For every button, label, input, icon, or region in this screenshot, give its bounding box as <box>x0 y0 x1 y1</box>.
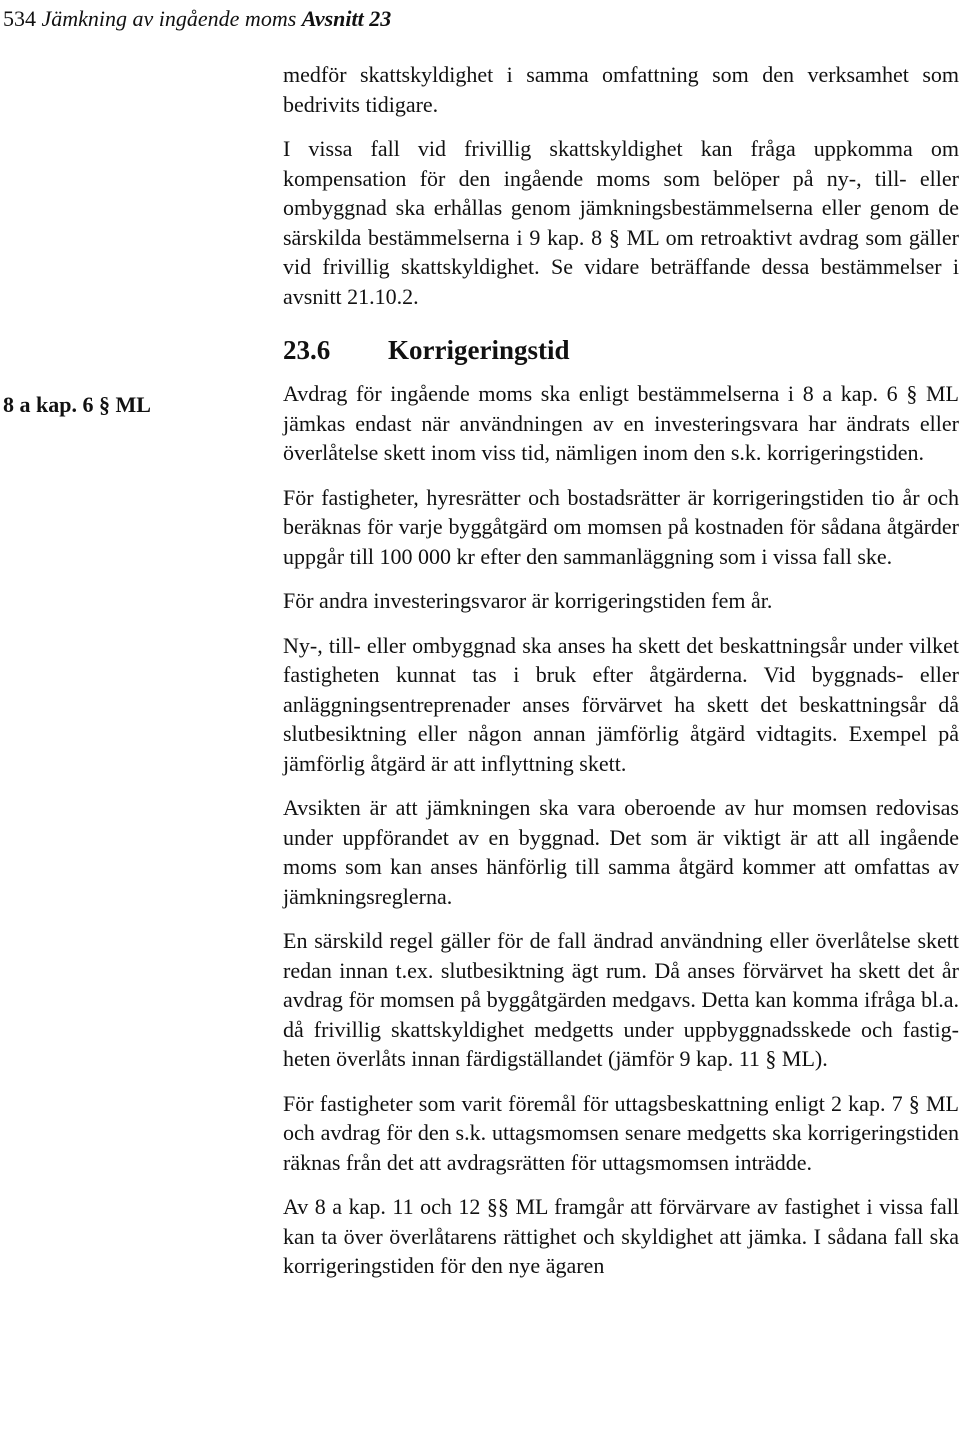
section-label: Avsnitt 23 <box>301 6 392 31</box>
section-number: 23.6 <box>283 335 331 365</box>
paragraph: I vissa fall vid frivillig skattskyldighet kan fråga uppkomma om kompensation för den ingående moms som belöper på ny-, till- eller ombyggnad ska erhållas genom jämkningsbestämmelserna eller genom de särskilda bestämmelserna i 9 kap. 8 § ML om retroaktivt avdrag som gäller vid frivillig skattskyldighet. Se vidare beträffande dessa bestämmelser i avsnitt 21.10.2. <box>283 136 959 309</box>
paragraph: Ny-, till- eller ombyggnad ska anses ha skett det beskattningsår under vilket fastigheten kunnat tas i bruk efter åtgärderna. Vid byggnads- eller anläggningsentreprenader anses förvärvet ha skett det beskattningsår då slutbesiktning eller någon annan jämförlig åtgärd vidtagits. Exempel på jämförlig åtgärd är att inflyttning skett. <box>283 632 959 776</box>
paragraph: Avdrag för ingående moms ska enligt bestämmelserna i 8 a kap. 6 § ML jämkas endast när användningen av en investeringsvara har ändrats eller överlåtelse skett inom viss tid, nämligen inom den s.k. korrigeringstiden. <box>283 381 959 465</box>
paragraph: Avsikten är att jämkningen ska vara oberoende av hur momsen redovisas under uppförandet av en byggnad. Det som är viktigt är att all ingående moms som kan anses hänförlig till samma åtgärd kommer att omfattas av jämkningsreglerna. <box>283 795 959 909</box>
chapter-title: Jämkning av ingående moms <box>41 6 297 31</box>
section-heading <box>283 335 959 365</box>
paragraph: En särskild regel gäller för de fall ändrad användning eller överlåtelse skett redan innan t.ex. slutbesiktning ägt rum. Då anses förvärvet ha skett det år avdrag för momsen på byggåtgärden medgavs. Detta kan komma ifråga bl.a. då frivillig skattskyldighet medgetts under uppbyggnadsskede och fastigheten överlåts innan färdigställandet (jämför 9 kap. 11 § ML). <box>283 928 959 1071</box>
page-header <box>3 6 391 32</box>
page-number: 534 <box>3 6 36 31</box>
paragraph: För andra investeringsvaror är korrigeringstiden fem år. <box>283 588 773 613</box>
paragraph: medför skattskyldighet i samma omfattning som den verksamhet som bedrivits tidigare. <box>283 62 959 117</box>
paragraph: Av 8 a kap. 11 och 12 §§ ML framgår att förvärvare av fastighet i vissa fall kan ta över överlåtarens rättighet och skyldighet att jämka. I sådana fall ska korrigeringstiden för den nye ägaren <box>283 1194 959 1278</box>
margin-note-legal-reference: 8 a kap. 6 § ML <box>3 392 151 417</box>
body-text-column <box>283 60 959 1296</box>
paragraph: För fastigheter, hyresrätter och bostadsrätter är korrigeringstiden tio år och beräknas för varje byggåtgärd om momsen på kostnaden för sådana åtgärder uppgår till 100 000 kr efter den sammanläggning som i vissa fall ske. <box>283 484 959 569</box>
paragraph: För fastigheter som varit föremål för uttagsbeskattning enligt 2 kap. 7 § ML och avdrag för den s.k. uttagsmomsen senare medgetts ska korrigeringstiden räknas från det att avdragsrätten för uttagsmomsen inträdde. <box>283 1090 959 1175</box>
section-title: Korrigeringstid <box>388 335 570 365</box>
